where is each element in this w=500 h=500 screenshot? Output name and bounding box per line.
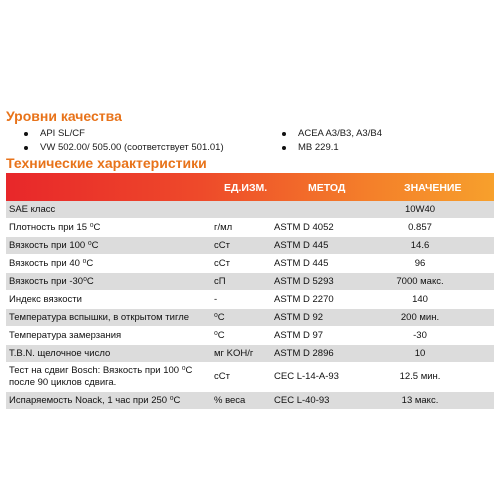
quality-item bbox=[282, 142, 339, 153]
row-value: 200 мин. bbox=[400, 312, 440, 323]
row-unit: ⁰С bbox=[214, 330, 225, 341]
row-method: ASTM D 2896 bbox=[274, 348, 334, 359]
row-unit: сП bbox=[214, 276, 226, 287]
table-row bbox=[6, 255, 494, 273]
row-param: Температура замерзания bbox=[9, 330, 122, 341]
row-param: Тест на сдвиг Bosch: Вязкость при 100 ⁰С после 90 циклов сдвига. bbox=[9, 365, 193, 388]
table-row bbox=[6, 237, 494, 255]
quality-item-label: ACEA A3/B3, A3/B4 bbox=[298, 128, 382, 139]
row-param: Вязкость при 40 ⁰С bbox=[9, 258, 94, 269]
row-method: ASTM D 97 bbox=[274, 330, 324, 341]
quality-levels-list bbox=[0, 124, 500, 154]
row-unit: - bbox=[214, 294, 218, 305]
row-value: 13 макс. bbox=[401, 395, 439, 406]
row-value: 10W40 bbox=[404, 204, 436, 215]
technical-specs-heading: Технические характеристики bbox=[6, 155, 207, 171]
bullet-icon bbox=[24, 146, 28, 150]
specs-table bbox=[6, 173, 494, 410]
table-row bbox=[6, 327, 494, 345]
row-param: Вязкость при -30⁰С bbox=[9, 276, 94, 287]
table-row bbox=[6, 363, 494, 392]
row-value: 0.857 bbox=[408, 222, 432, 233]
row-unit: сСт bbox=[214, 371, 230, 382]
row-unit: сСт bbox=[214, 258, 230, 269]
bullet-icon bbox=[282, 132, 286, 136]
header-value: ЗНАЧЕНИЕ bbox=[404, 182, 462, 194]
row-method: CEC L-14-A-93 bbox=[274, 371, 339, 382]
row-value: 10 bbox=[414, 348, 426, 359]
row-unit: сСт bbox=[214, 240, 230, 251]
row-method: ASTM D 445 bbox=[274, 240, 329, 251]
row-value: 12.5 мин. bbox=[399, 371, 441, 382]
row-value: -30 bbox=[413, 330, 427, 341]
row-unit: % веса bbox=[214, 395, 246, 406]
row-method: CEC L-40-93 bbox=[274, 395, 330, 406]
table-row bbox=[6, 201, 494, 219]
row-method: ASTM D 92 bbox=[274, 312, 324, 323]
row-unit: мг KOH/г bbox=[214, 348, 254, 359]
row-value: 140 bbox=[412, 294, 428, 305]
quality-item bbox=[24, 142, 224, 153]
table-row bbox=[6, 392, 494, 410]
row-param: Испаряемость Noack, 1 час при 250 ⁰С bbox=[9, 395, 181, 406]
row-method: ASTM D 4052 bbox=[274, 222, 334, 233]
quality-item-label: MB 229.1 bbox=[298, 142, 339, 153]
row-value: 7000 макс. bbox=[396, 276, 444, 287]
quality-item-label: API SL/CF bbox=[40, 128, 85, 139]
quality-item-label: VW 502.00/ 505.00 (соответствует 501.01) bbox=[40, 142, 224, 153]
quality-item bbox=[24, 128, 85, 139]
row-method: ASTM D 2270 bbox=[274, 294, 334, 305]
table-row bbox=[6, 291, 494, 309]
row-unit: ⁰С bbox=[214, 312, 225, 323]
row-param: Вязкость при 100 ⁰С bbox=[9, 240, 99, 251]
row-param: Плотность при 15 ⁰С bbox=[9, 222, 101, 233]
specs-table-header bbox=[6, 173, 494, 201]
quality-levels-heading: Уровни качества bbox=[6, 108, 122, 124]
table-row bbox=[6, 273, 494, 291]
table-row bbox=[6, 345, 494, 363]
row-param: SAE класс bbox=[9, 204, 56, 215]
table-row bbox=[6, 309, 494, 327]
header-unit: ЕД.ИЗМ. bbox=[224, 182, 268, 194]
table-row bbox=[6, 219, 494, 237]
quality-item bbox=[282, 128, 382, 139]
row-method: ASTM D 5293 bbox=[274, 276, 334, 287]
row-param: T.B.N. щелочное число bbox=[9, 348, 111, 359]
row-value: 96 bbox=[414, 258, 426, 269]
bullet-icon bbox=[282, 146, 286, 150]
row-param: Температура вспышки, в открытом тигле bbox=[9, 312, 190, 323]
bullet-icon bbox=[24, 132, 28, 136]
row-method: ASTM D 445 bbox=[274, 258, 329, 269]
row-param: Индекс вязкости bbox=[9, 294, 82, 305]
row-unit: г/мл bbox=[214, 222, 233, 233]
header-method: МЕТОД bbox=[308, 182, 346, 194]
row-value: 14.6 bbox=[410, 240, 430, 251]
